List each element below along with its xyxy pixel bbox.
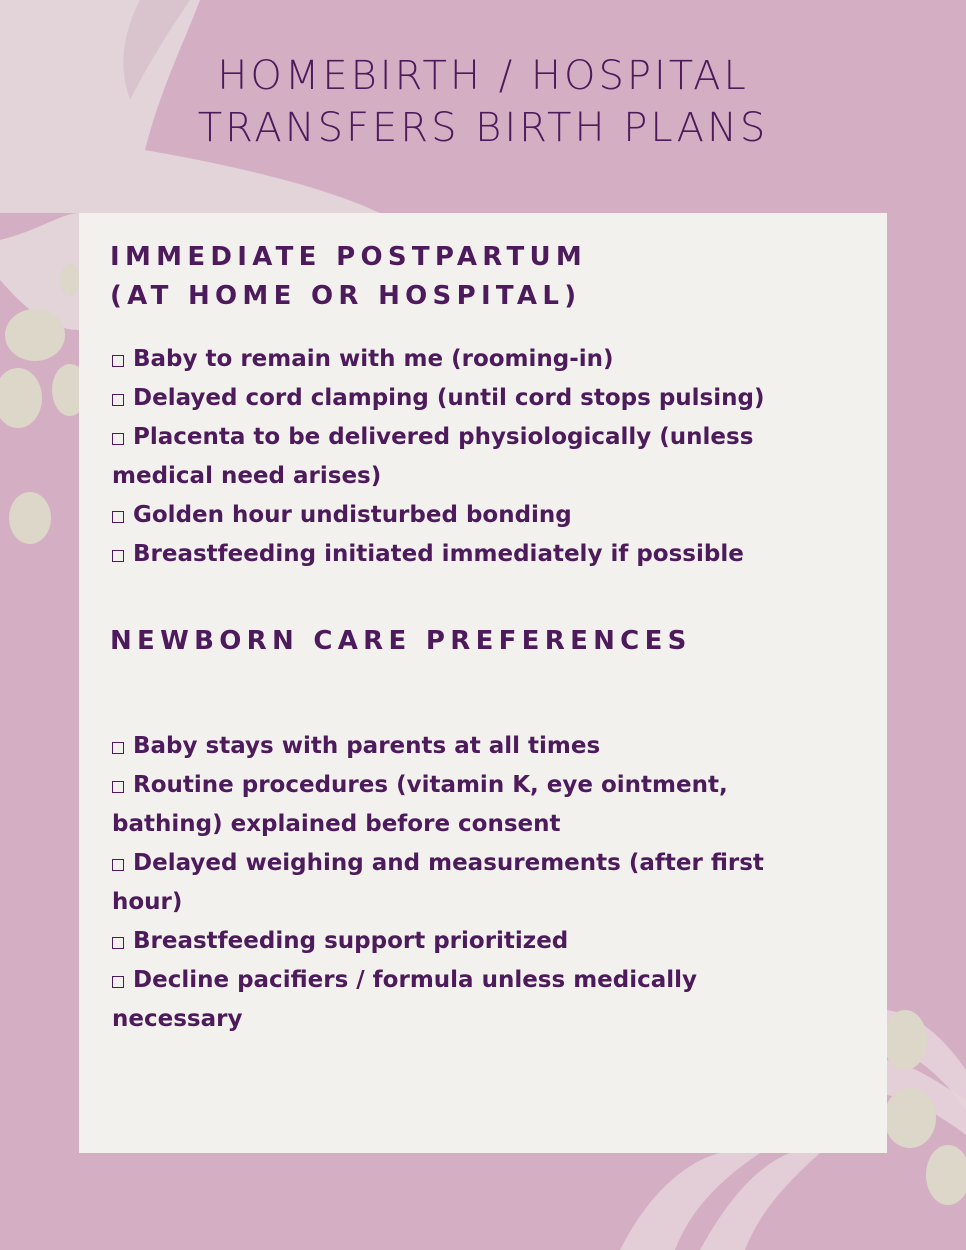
- background-dot: [60, 264, 80, 296]
- empty-checkbox-icon: [112, 511, 124, 523]
- background-dot: [9, 492, 51, 544]
- checklist-item: [112, 496, 832, 535]
- background-dot: [5, 309, 65, 361]
- immediate-postpartum-checklist: [112, 340, 832, 574]
- checklist-item-text: Delayed cord clamping (until cord stops pulsing): [133, 385, 765, 411]
- checklist-item-text: Routine procedures (vitamin K, eye ointment, bathing) explained before consent: [112, 772, 728, 837]
- empty-checkbox-icon: [112, 355, 124, 367]
- checklist-item: [112, 727, 832, 766]
- background-dot: [926, 1145, 966, 1205]
- section-heading-immediate-postpartum: [110, 238, 587, 316]
- newborn-care-checklist: [112, 727, 832, 1039]
- checklist-item: [112, 961, 832, 1039]
- section-heading-line: (AT HOME OR HOSPITAL): [110, 281, 582, 311]
- empty-checkbox-icon: [112, 550, 124, 562]
- checklist-item: [112, 418, 832, 496]
- background-dot: [884, 1088, 936, 1148]
- checklist-item-text: Decline pacifiers / formula unless medically necessary: [112, 967, 698, 1032]
- checklist-item: [112, 922, 832, 961]
- checklist-item: [112, 379, 832, 418]
- checklist-item-text: Breastfeeding initiated immediately if possible: [133, 541, 744, 567]
- page-title-line: HOMEBIRTH / HOSPITAL: [217, 53, 749, 99]
- empty-checkbox-icon: [112, 976, 124, 988]
- empty-checkbox-icon: [112, 937, 124, 949]
- checklist-item: [112, 844, 832, 922]
- checklist-item: [112, 535, 832, 574]
- checklist-item-text: Delayed weighing and measurements (after first hour): [112, 850, 764, 915]
- checklist-item-text: Baby to remain with me (rooming-in): [133, 346, 614, 372]
- background-dot: [883, 1010, 927, 1070]
- checklist-item: [112, 340, 832, 379]
- page-title-line: TRANSFERS BIRTH PLANS: [197, 105, 769, 151]
- section-heading-line: NEWBORN CARE PREFERENCES: [110, 626, 692, 656]
- checklist-item: [112, 766, 832, 844]
- empty-checkbox-icon: [112, 781, 124, 793]
- empty-checkbox-icon: [112, 433, 124, 445]
- section-heading-newborn-care: [110, 622, 692, 661]
- checklist-item-text: Placenta to be delivered physiologically (unless medical need arises): [112, 424, 754, 489]
- birth-plan-card: [79, 213, 887, 1153]
- checklist-item-text: Baby stays with parents at all times: [133, 733, 601, 759]
- page-title: [0, 50, 966, 154]
- empty-checkbox-icon: [112, 394, 124, 406]
- checklist-item-text: Golden hour undisturbed bonding: [133, 502, 572, 528]
- background-dot: [0, 368, 42, 428]
- section-heading-line: IMMEDIATE POSTPARTUM: [110, 242, 588, 272]
- empty-checkbox-icon: [112, 859, 124, 871]
- empty-checkbox-icon: [112, 742, 124, 754]
- checklist-item-text: Breastfeeding support prioritized: [133, 928, 569, 954]
